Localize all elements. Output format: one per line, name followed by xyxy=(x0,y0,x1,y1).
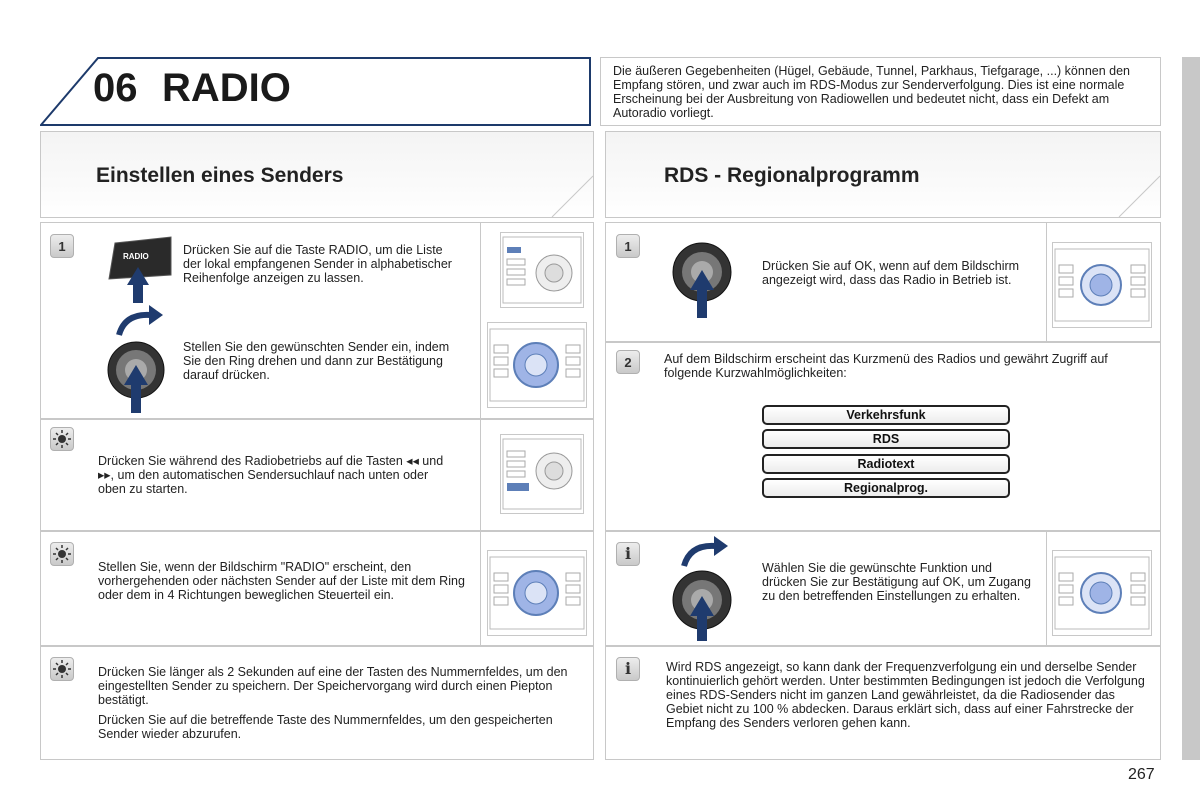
control-panel-thumbnail xyxy=(500,232,584,308)
corner-fold xyxy=(550,175,594,218)
chapter-title: RADIO xyxy=(162,66,291,110)
page-sidebar-tab xyxy=(1182,57,1200,760)
step-number-badge: 2 xyxy=(616,350,640,374)
lightbulb-icon xyxy=(50,657,74,681)
lightbulb-icon xyxy=(50,427,74,451)
rotate-arrow-icon xyxy=(680,536,730,568)
left-tip1-text: Drücken Sie während des Radiobetriebs auf die Tasten ◂◂ und ▸▸, um den automatischen Sendersuchlauf nach unten oder oben zu starten. xyxy=(98,454,444,496)
left-tip2-text: Stellen Sie, wenn der Bildschirm "RADIO" erscheint, den vorhergehenden oder nächsten Sender auf der Liste mit dem Ring oder dem in 4 Richtungen beweglichen Steuerteil ein. xyxy=(98,560,465,602)
control-panel-graphic xyxy=(501,233,583,307)
control-panel-graphic xyxy=(1053,551,1151,635)
control-panel-graphic xyxy=(488,551,586,635)
page-number: 267 xyxy=(1128,766,1155,783)
control-panel-graphic xyxy=(488,323,586,407)
lightbulb-icon xyxy=(50,542,74,566)
divider xyxy=(480,531,481,646)
menu-item-verkehrsfunk[interactable]: Verkehrsfunk xyxy=(762,405,1010,425)
control-panel-thumbnail xyxy=(1052,242,1152,328)
info-icon: i xyxy=(616,542,640,566)
menu-item-radiotext[interactable]: Radiotext xyxy=(762,454,1010,474)
divider xyxy=(480,419,481,531)
divider xyxy=(480,222,481,419)
step-number-badge: 1 xyxy=(50,234,74,258)
ok-dial-icon xyxy=(670,568,734,642)
step-number-badge: 1 xyxy=(616,234,640,258)
left-step1-text-b: Stellen Sie den gewünschten Sender ein, indem Sie den Ring drehen und dann zur Bestätigung darauf drücken. xyxy=(183,340,450,382)
control-panel-graphic xyxy=(501,435,583,513)
divider xyxy=(1046,222,1047,342)
menu-item-rds[interactable]: RDS xyxy=(762,429,1010,449)
info-icon: i xyxy=(616,657,640,681)
right-info2-text: Wird RDS angezeigt, so kann dank der Frequenzverfolgung ein und derselbe Sender kontinuierlich gehört werden. Unter bestimmten Bedingungen ist jedoch die Verfolgung eines RDS-Senders nicht im ganzen Land gewährleistet, da die Radiosender das Gebiet nicht zu 100 % abdecken. Daraus erklärt sich, dass auf einer Fahrstrecke der Empfang des Senders verloren gehen kann. xyxy=(666,660,1145,730)
right-heading: RDS - Regionalprogramm xyxy=(664,164,920,187)
right-step2-text: Auf dem Bildschirm erscheint das Kurzmenü des Radios und gewährt Zugriff auf folgende Kurzwahlmöglichkeiten: xyxy=(664,352,1108,380)
left-tip3-text xyxy=(98,665,578,747)
left-tip3-paragraph-b: Drücken Sie auf die betreffende Taste des Nummernfeldes, um den gespeicherten Sender wieder abzurufen. xyxy=(98,713,553,741)
right-info1-text: Wählen Sie die gewünschte Funktion und drücken Sie zur Bestätigung auf OK, um Zugang zu den betreffenden Einstellungen zu erhalten. xyxy=(762,561,1031,603)
control-panel-thumbnail xyxy=(1052,550,1152,636)
ok-dial-icon xyxy=(670,240,734,320)
rotary-dial-icon xyxy=(105,335,167,415)
menu-item-regionalprog[interactable]: Regionalprog. xyxy=(762,478,1010,498)
left-step1-text-a: Drücken Sie auf die Taste RADIO, um die Liste der lokal empfangenen Sender in alphabetischer Reihenfolge anzeigen zu lassen. xyxy=(183,243,452,285)
intro-text: Die äußeren Gegebenheiten (Hügel, Gebäude, Tunnel, Parkhaus, Tiefgarage, ...) können den Empfang stören, und zwar auch im RDS-Modus zur Senderverfolgung. Dies ist eine normale Erscheinung bei der Ausbreitung von Radiowellen und bedeutet nicht, dass ein Defekt am Autoradio vorliegt. xyxy=(613,64,1131,120)
radio-button-label: RADIO xyxy=(123,252,149,261)
divider xyxy=(1046,531,1047,646)
left-heading: Einstellen eines Senders xyxy=(96,164,344,187)
chapter-number: 06 xyxy=(93,66,138,110)
radio-button-graphic xyxy=(105,235,175,305)
control-panel-thumbnail xyxy=(487,550,587,636)
left-tip3-paragraph-a: Drücken Sie länger als 2 Sekunden auf eine der Tasten des Nummernfeldes, um den eingestellten Sender zu speichern. Der Speichervorgang wird durch einen Piepton bestätigt. xyxy=(98,665,568,707)
rotate-arrow-icon xyxy=(115,305,165,337)
control-panel-thumbnail xyxy=(487,322,587,408)
right-step1-text: Drücken Sie auf OK, wenn auf dem Bildschirm angezeigt wird, dass das Radio in Betrieb ist. xyxy=(762,259,1020,287)
control-panel-graphic xyxy=(1053,243,1151,327)
control-panel-thumbnail xyxy=(500,434,584,514)
corner-fold xyxy=(1117,175,1161,218)
